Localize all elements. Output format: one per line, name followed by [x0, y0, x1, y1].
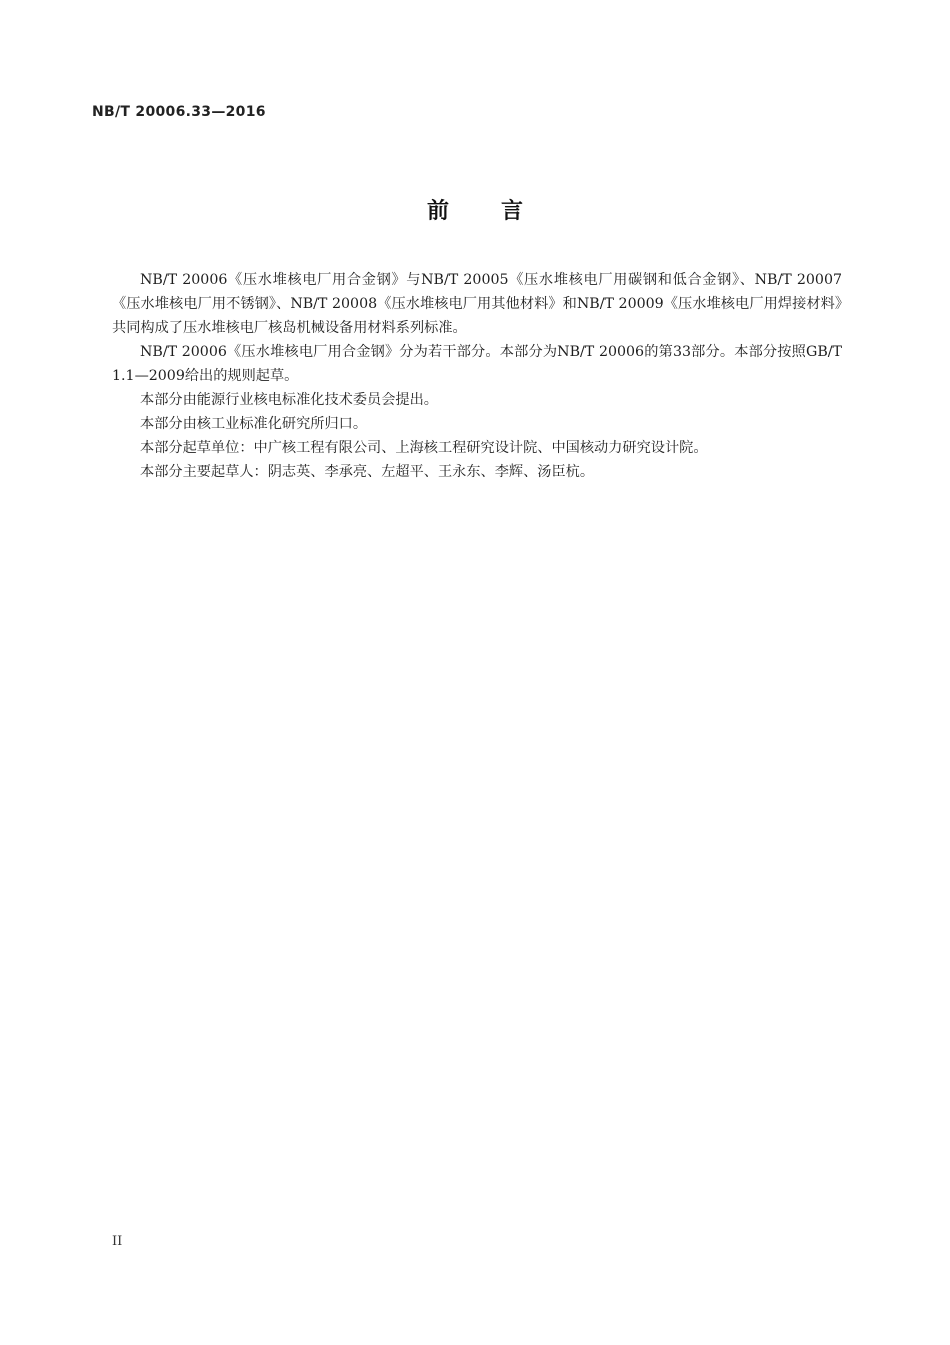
page-title: [0, 194, 950, 225]
page-number: II: [112, 1234, 123, 1249]
paragraph-drafting-units: 本部分起草单位：中广核工程有限公司、上海核工程研究设计院、中国核动力研究设计院。: [140, 440, 708, 456]
paragraph-administered-by: 本部分由核工业标准化研究所归口。: [140, 416, 368, 432]
paragraph-proposed-by: 本部分由能源行业核电标准化技术委员会提出。: [140, 392, 438, 408]
paragraph-drafters: 本部分主要起草人：阴志英、李承亮、左超平、王永东、李辉、汤臣杭。: [140, 464, 595, 480]
foreword-body: [112, 268, 842, 484]
title-char-2: 言: [501, 199, 524, 224]
title-char-1: 前: [426, 199, 449, 224]
standard-code: NB/T 20006.33—2016: [92, 104, 266, 120]
paragraph-part-info: NB/T 20006《压水堆核电厂用合金钢》分为若干部分。本部分为NB/T 20006的第33部分。本部分按照GB/T 1.1—2009给出的规则起草。: [112, 344, 842, 384]
paragraph-standards-series: NB/T 20006《压水堆核电厂用合金钢》与NB/T 20005《压水堆核电厂用碳钢和低合金钢》、NB/T 20007《压水堆核电厂用不锈钢》、NB/T 20008《压水堆核电厂用其他材料》和NB/T 20009《压水堆核电厂用焊接材料》共同构成了压水堆核电厂核岛机械设备用材料系列标准。: [112, 272, 842, 336]
